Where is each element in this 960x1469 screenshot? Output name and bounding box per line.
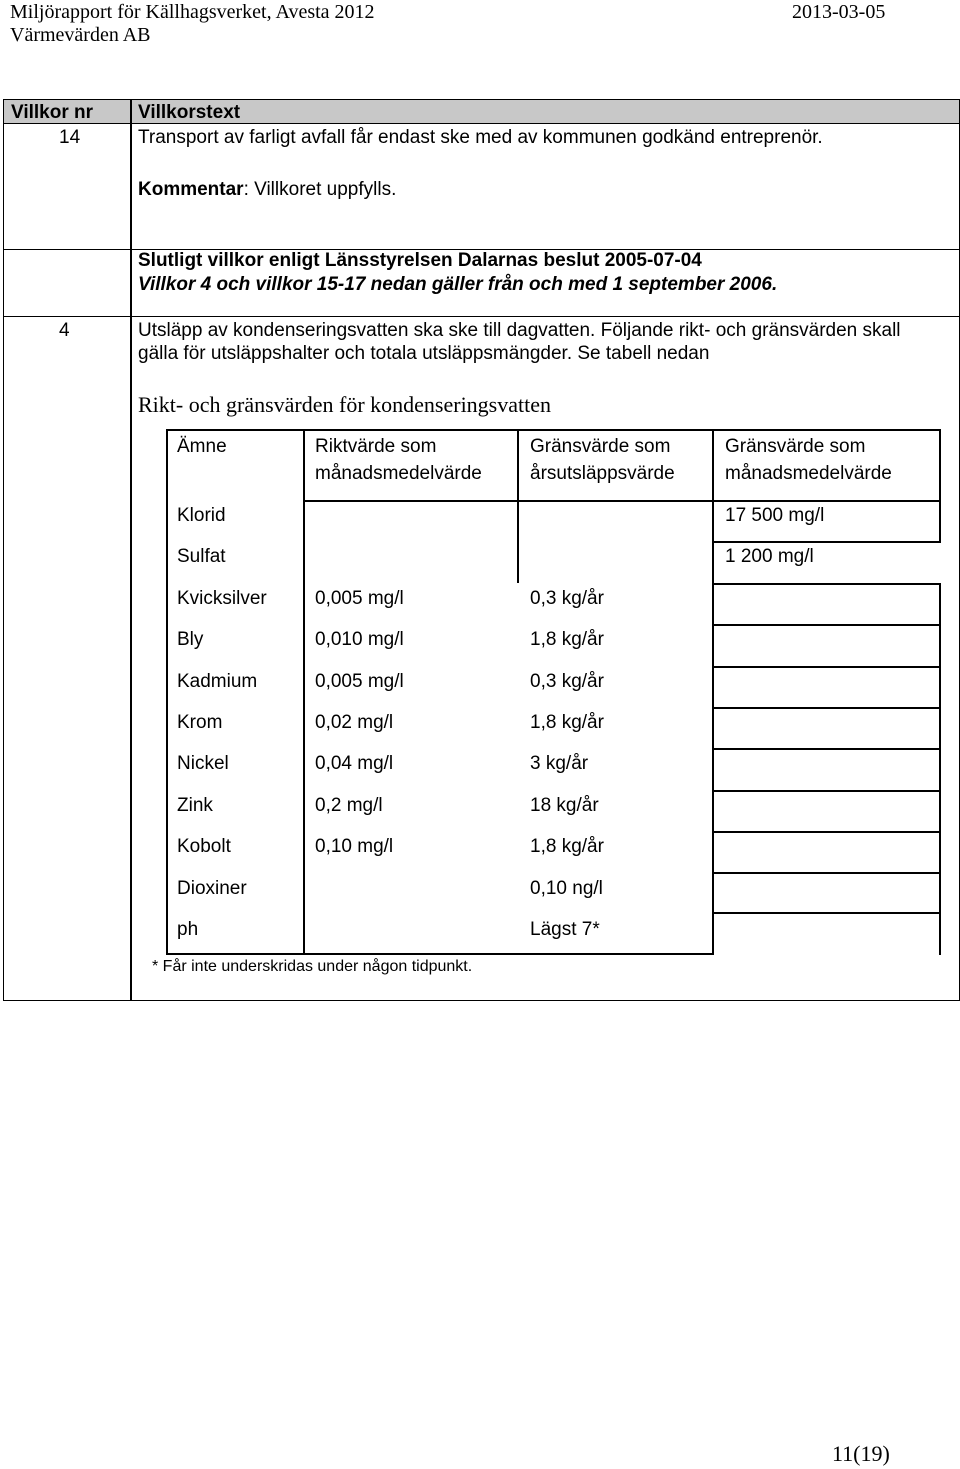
table-cell: 0,02 mg/l (315, 712, 394, 733)
rikt-header-ars-2: årsutsläppsvärde (530, 463, 675, 484)
table-cell: 17 500 mg/l (725, 505, 825, 526)
table-row: Nickel (177, 753, 229, 774)
header-organization: Värmevärden AB (10, 24, 151, 46)
table-cell: 0,3 kg/år (530, 588, 604, 609)
table-row: Bly (177, 629, 204, 650)
table-cell: 0,10 mg/l (315, 836, 394, 857)
table-cell: 1 200 mg/l (725, 546, 814, 567)
table-row: Klorid (177, 505, 226, 526)
rikt-header-riktvarde-2: månadsmedelvärde (315, 463, 482, 484)
header-date: 2013-03-05 (792, 1, 886, 23)
comment-label: Kommentar (138, 179, 244, 200)
rikt-header-ars-1: Gränsvärde som (530, 436, 671, 457)
table-cell: 0,005 mg/l (315, 588, 404, 609)
condition-14-nr: 14 (59, 127, 81, 148)
col-header-nr: Villkor nr (11, 102, 94, 123)
table-row: Kobolt (177, 836, 231, 857)
table-cell: 0,2 mg/l (315, 795, 383, 816)
condition-4-nr: 4 (59, 320, 70, 341)
table-cell: 0,005 mg/l (315, 671, 404, 692)
condition-4-line2: gälla för utsläppshalter och totala utsläppsmängder. Se tabell nedan (138, 343, 710, 364)
comment-text: : Villkoret uppfylls. (243, 179, 397, 200)
column-divider (130, 100, 132, 1000)
col-header-text: Villkorstext (138, 102, 241, 123)
condition-14-text: Transport av farligt avfall får endast ske med av kommunen godkänd entreprenör. (138, 127, 823, 148)
table-cell: 1,8 kg/år (530, 836, 604, 857)
header-report-title: Miljörapport för Källhagsverket, Avesta 2012 (10, 1, 375, 23)
table-cell: 1,8 kg/år (530, 629, 604, 650)
rikt-header-riktvarde-1: Riktvärde som (315, 436, 437, 457)
table-row: Dioxiner (177, 878, 247, 899)
table-cell: 18 kg/år (530, 795, 599, 816)
section-heading-line1: Slutligt villkor enligt Länsstyrelsen Dalarnas beslut 2005-07-04 (138, 250, 702, 271)
rikt-header-amne: Ämne (177, 436, 227, 457)
table-row: Krom (177, 712, 223, 733)
footnote: * Får inte underskridas under någon tidpunkt. (152, 958, 473, 975)
table-cell: Lägst 7* (530, 919, 600, 940)
condition-14-comment (138, 179, 396, 201)
table-row: ph (177, 919, 199, 940)
table-row: Kadmium (177, 671, 258, 692)
page-number: 11(19) (832, 1441, 890, 1466)
rikt-gransvarden-table (166, 429, 941, 955)
subtable-title: Rikt- och gränsvärden för kondenseringsvatten (138, 392, 551, 417)
rikt-header-manad-1: Gränsvärde som (725, 436, 866, 457)
condition-4-line1: Utsläpp av kondenseringsvatten ska ske till dagvatten. Följande rikt- och gränsvärden skall (138, 320, 901, 341)
section-heading-line2: Villkor 4 och villkor 15-17 nedan gäller från och med 1 september 2006. (138, 274, 778, 295)
table-cell: 1,8 kg/år (530, 712, 604, 733)
table-row: Kvicksilver (177, 588, 267, 609)
table-row: Zink (177, 795, 213, 816)
row-divider (4, 316, 959, 317)
table-cell: 3 kg/år (530, 753, 589, 774)
table-cell: 0,3 kg/år (530, 671, 604, 692)
table-row: Sulfat (177, 546, 226, 567)
table-cell: 0,04 mg/l (315, 753, 394, 774)
table-cell: 0,10 ng/l (530, 878, 603, 899)
rikt-header-manad-2: månadsmedelvärde (725, 463, 892, 484)
table-cell: 0,010 mg/l (315, 629, 404, 650)
